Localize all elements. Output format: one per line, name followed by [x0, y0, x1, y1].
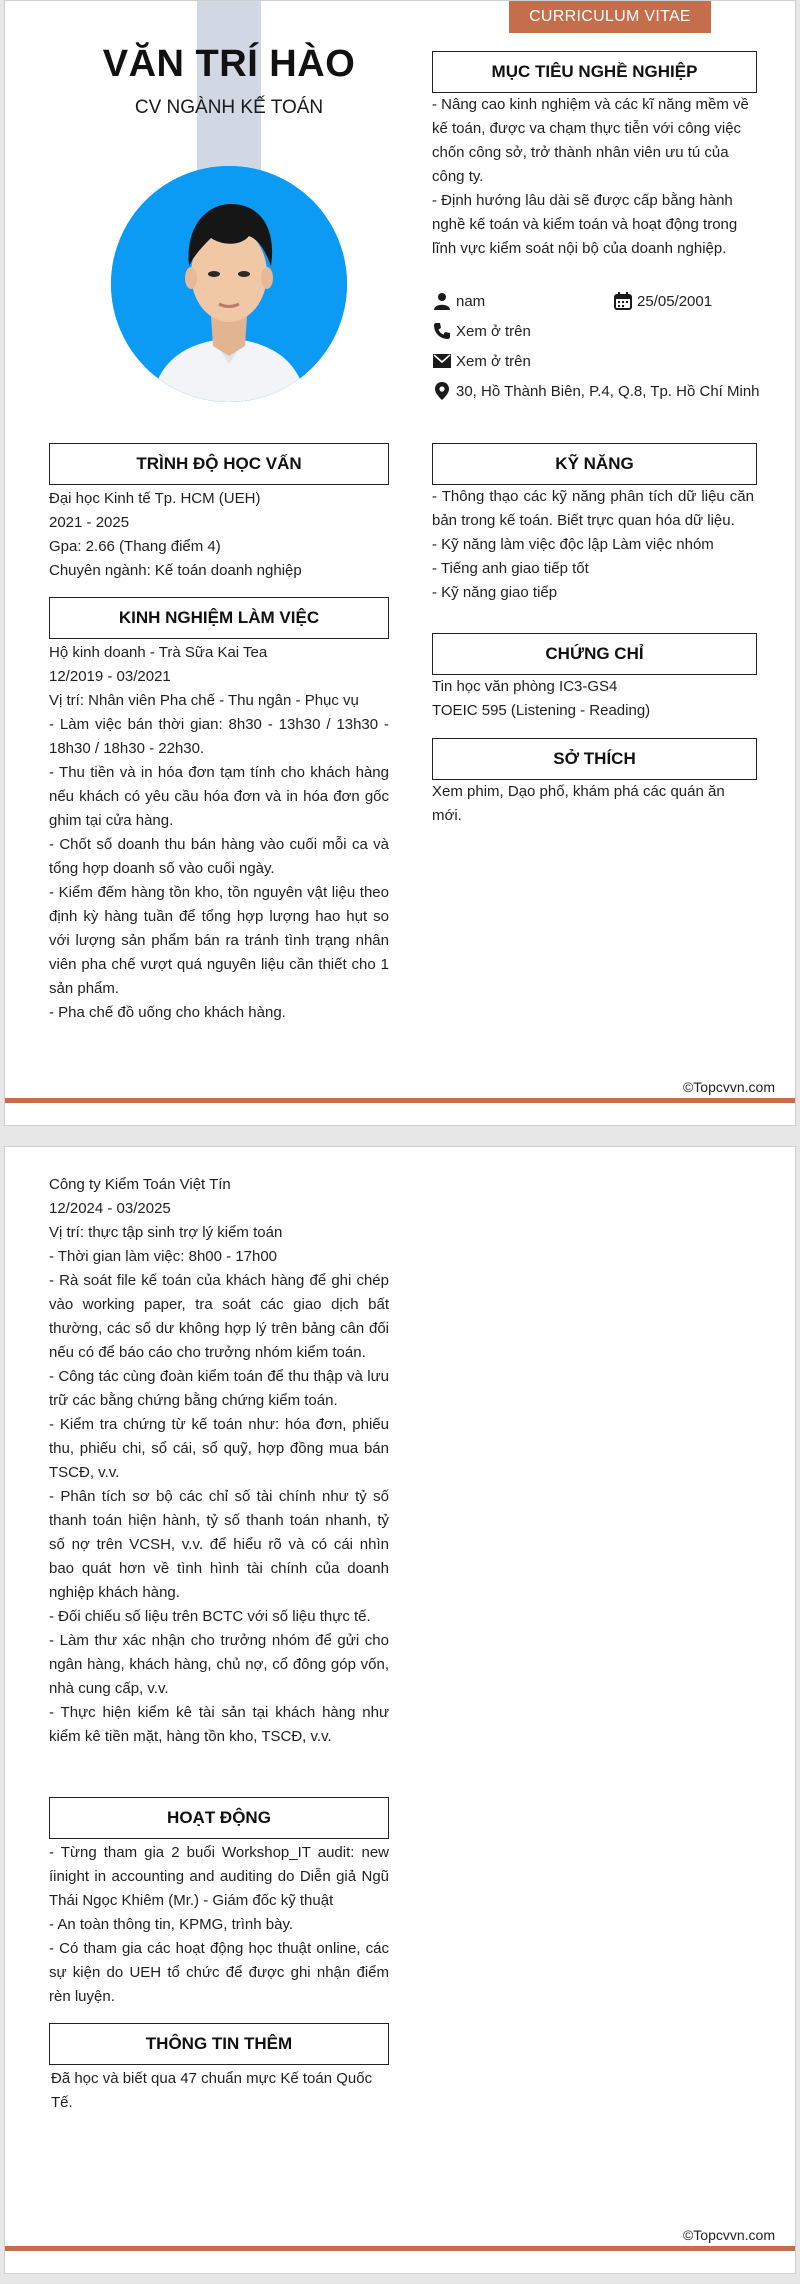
- person-icon: [432, 291, 452, 311]
- experience-job1-text: [49, 641, 389, 1025]
- objective-line: - Nâng cao kinh nghiệm và các kĩ năng mềm về kế toán, được va chạm thực tiễn với công việc chốn công sở, trở thành nhân viên ưu tú của công ty.: [432, 96, 749, 185]
- skills-title: KỸ NĂNG: [432, 443, 757, 485]
- curriculum-vitae-ribbon: CURRICULUM VITAE: [509, 1, 711, 33]
- experience-title: KINH NGHIỆM LÀM VIỆC: [49, 597, 389, 639]
- skills-line: - Kỹ năng làm việc độc lập Làm việc nhóm: [432, 536, 714, 553]
- gender-value: nam: [456, 292, 486, 310]
- phone-row: [432, 319, 531, 343]
- experience-line: - Pha chế đồ uống cho khách hàng.: [49, 1004, 286, 1021]
- experience-line: 12/2019 - 03/2021: [49, 668, 171, 685]
- experience-line: - Thời gian làm việc: 8h00 - 17h00: [49, 1248, 278, 1265]
- certificates-title: CHỨNG CHỈ: [432, 633, 757, 675]
- education-title: TRÌNH ĐỘ HỌC VẤN: [49, 443, 389, 485]
- activities-text: [49, 1841, 389, 2009]
- hobbies-title: SỞ THÍCH: [432, 738, 757, 780]
- additional-info-text: [51, 2067, 387, 2115]
- footer-credit: ©Topcvvn.com: [682, 1079, 775, 1095]
- objective-title: MỤC TIÊU NGHỀ NGHIỆP: [432, 51, 757, 93]
- cv-subtitle: CV NGÀNH KẾ TOÁN: [134, 97, 324, 118]
- experience-line: Vị trí: Nhân viên Pha chế - Thu ngân - Phục vụ: [49, 692, 359, 709]
- experience-line: Vị trí: thực tập sinh trợ lý kiểm toán: [49, 1224, 283, 1241]
- experience-line: Công ty Kiểm Toán Việt Tín: [49, 1176, 231, 1193]
- phone-icon: [432, 321, 452, 341]
- experience-line: - Làm việc bán thời gian: 8h30 - 13h30 / 13h30 - 18h30 / 18h30 - 22h30.: [49, 716, 389, 757]
- address-row: [432, 379, 760, 403]
- person-photo-icon: [111, 166, 347, 402]
- dob-row: [613, 289, 712, 313]
- additional-info-title: THÔNG TIN THÊM: [49, 2023, 389, 2065]
- education-line: Gpa: 2.66 (Thang điểm 4): [49, 538, 221, 555]
- certificate-line: Tin học văn phòng IC3-GS4: [432, 678, 618, 695]
- objective-text: [432, 93, 754, 261]
- experience-line: - Phân tích sơ bộ các chỉ số tài chính như tỷ số thanh toán hiện hành, tỷ số thanh toán nhanh, tỷ số nợ trên VCSH, v.v. để hiểu rõ và có cái nhìn bao quát hơn về tình hình tài chính của doanh nghiệp khách hàng.: [49, 1488, 389, 1601]
- experience-line: - Kiểm đếm hàng tồn kho, tồn nguyên vật liệu theo định kỳ hàng tuần để tổng hợp lượng hao hụt so với lượng sản phẩm bán ra tránh tình trạng nhân viên pha chế vượt quá nguyên liệu cần thiết cho 1 sản phẩm.: [49, 884, 389, 997]
- objective-line: - Định hướng lâu dài sẽ được cấp bằng hành nghề kế toán và kiểm toán và hoạt động trong lĩnh vực kiểm soát nội bộ của doanh nghiệp.: [432, 192, 738, 257]
- education-line: 2021 - 2025: [49, 514, 130, 531]
- hobbies-text: [432, 780, 754, 828]
- experience-line: 12/2024 - 03/2025: [49, 1200, 171, 1217]
- footer-credit: ©Topcvvn.com: [682, 2227, 775, 2243]
- education-line: Đại học Kinh tế Tp. HCM (UEH): [49, 490, 261, 507]
- certificate-line: TOEIC 595 (Listening - Reading): [432, 702, 651, 719]
- hobbies-line: Xem phim, Dạo phố, khám phá các quán ăn mới.: [432, 783, 725, 824]
- experience-line: - Đối chiếu số liệu trên BCTC với số liệu thực tế.: [49, 1608, 371, 1625]
- experience-line: - Làm thư xác nhận cho trưởng nhóm để gửi cho ngân hàng, khách hàng, chủ nợ, cổ đông góp vốn, nhà cung cấp, v.v.: [49, 1632, 389, 1697]
- dob-value: 25/05/2001: [637, 292, 713, 310]
- skills-text: [432, 485, 754, 605]
- activities-line: - Từng tham gia 2 buổi Workshop_IT audit: new íinight in accounting and auditing do Diễn giả Ngũ Thái Ngọc Khiêm (Mr.) - Giám đốc kỹ thuật: [49, 1844, 389, 1909]
- skills-line: - Tiếng anh giao tiếp tốt: [432, 560, 589, 577]
- email-row: [432, 349, 531, 373]
- education-line: Chuyên ngành: Kế toán doanh nghiệp: [49, 562, 302, 579]
- additional-info-line: Đã học và biết qua 47 chuẩn mực Kế toán Quốc Tế.: [51, 2070, 373, 2111]
- experience-line: Hộ kinh doanh - Trà Sữa Kai Tea: [49, 644, 268, 661]
- avatar: [111, 166, 347, 402]
- experience-line: - Chốt số doanh thu bán hàng vào cuối mỗi ca và tổng hợp doanh số vào cuối ngày.: [49, 836, 389, 877]
- cv-page-2: [4, 1146, 796, 2274]
- certificates-text: [432, 675, 754, 723]
- activities-title: HOẠT ĐỘNG: [49, 1797, 389, 1839]
- phone-value: Xem ở trên: [456, 322, 531, 340]
- footer-divider: [5, 2246, 796, 2251]
- candidate-name: VĂN TRÍ HÀO: [102, 43, 356, 85]
- address-value: 30, Hồ Thành Biên, P.4, Q.8, Tp. Hồ Chí Minh: [456, 382, 760, 400]
- skills-line: - Kỹ năng giao tiếp: [432, 584, 558, 601]
- experience-job2-text: [49, 1173, 389, 1749]
- education-text: [49, 487, 389, 583]
- experience-line: - Rà soát file kế toán của khách hàng để ghi chép vào working paper, tra soát các giao dịch bất thường, các số dư không hợp lý trên bảng cân đối nếu có để báo cáo cho trưởng nhóm kiểm toán.: [49, 1272, 389, 1361]
- experience-line: - Thu tiền và in hóa đơn tạm tính cho khách hàng nếu khách có yêu cầu hóa đơn và in hóa đơn gốc ghim tại cửa hàng.: [49, 764, 389, 829]
- experience-line: - Thực hiện kiểm kê tài sản tại khách hàng như kiểm kê tiền mặt, hàng tồn kho, TSCĐ, v.v.: [49, 1704, 389, 1745]
- decorative-stripe: [197, 1, 261, 173]
- experience-line: - Kiểm tra chứng từ kế toán như: hóa đơn, phiếu thu, phiếu chi, sổ cái, sổ quỹ, hợp đồng mua bán TSCĐ, v.v.: [49, 1416, 389, 1481]
- cv-page-1: [4, 0, 796, 1126]
- experience-line: - Công tác cùng đoàn kiểm toán để thu thập và lưu trữ các bằng chứng bằng chứng kiểm toán.: [49, 1368, 389, 1409]
- footer-divider: [5, 1098, 796, 1103]
- calendar-icon: [613, 291, 633, 311]
- email-value: Xem ở trên: [456, 352, 531, 370]
- location-pin-icon: [432, 381, 452, 401]
- skills-line: - Thông thạo các kỹ năng phân tích dữ liệu căn bản trong kế toán. Biết trực quan hóa dữ liệu.: [432, 488, 754, 529]
- activities-line: - Có tham gia các hoạt động học thuật online, các sự kiện do UEH tổ chức để được ghi nhận điểm rèn luyện.: [49, 1940, 389, 2005]
- activities-line: - An toàn thông tin, KPMG, trình bày.: [49, 1916, 294, 1933]
- envelope-icon: [432, 351, 452, 371]
- gender-row: [432, 289, 485, 313]
